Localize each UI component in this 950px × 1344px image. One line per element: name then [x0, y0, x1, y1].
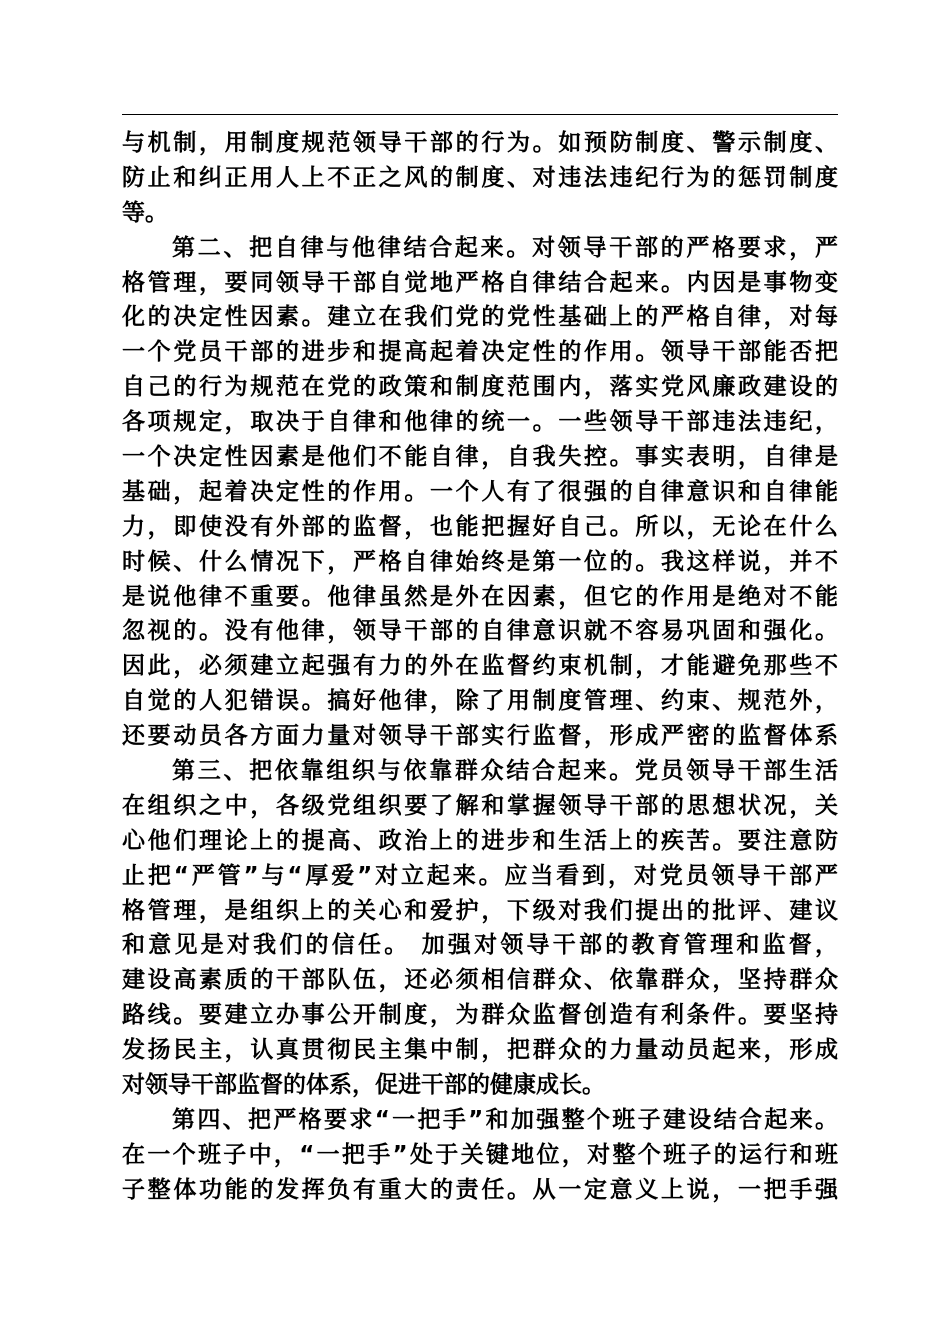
- text-line: 止把“严管”与“厚爱”对立起来。应当看到，对党员领导干部严: [122, 862, 838, 889]
- text-line: 还要动员各方面力量对领导干部实行监督，形成严密的监督体系: [122, 723, 838, 750]
- text-line: 发扬民主，认真贯彻民主集中制，把群众的力量动员起来，形成: [122, 1037, 838, 1064]
- text-line: 对领导干部监督的体系，促进干部的健康成长。: [122, 1072, 605, 1099]
- text-line: 因此，必须建立起强有力的外在监督约束机制，才能避免那些不: [122, 653, 838, 680]
- text-line: 一个党员干部的进步和提高起着决定性的作用。领导干部能否把: [122, 339, 838, 366]
- text-line: 时候、什么情况下，严格自律始终是第一位的。我这样说，并不: [122, 548, 838, 575]
- text-line: 防止和纠正用人上不正之风的制度、对违法违纪行为的惩罚制度: [122, 164, 838, 191]
- text-line: 自己的行为规范在党的政策和制度范围内，落实党风廉政建设的: [122, 374, 838, 401]
- body-text: [122, 126, 838, 1208]
- text-line: 在组织之中，各级党组织要了解和掌握领导干部的思想状况，关: [122, 792, 838, 819]
- text-line: 建设高素质的干部队伍，还必须相信群众、依靠群众，坚持群众: [122, 967, 838, 994]
- text-line: 基础，起着决定性的作用。一个人有了很强的自律意识和自律能: [122, 478, 838, 505]
- text-line: 一个决定性因素是他们不能自律，自我失控。事实表明，自律是: [122, 444, 838, 471]
- text-line: 忽视的。没有他律，领导干部的自律意识就不容易巩固和强化。: [122, 618, 838, 645]
- paragraph-start-line: 第二、把自律与他律结合起来。对领导干部的严格要求，严: [172, 234, 838, 261]
- text-line: 心他们理论上的提高、政治上的进步和生活上的疾苦。要注意防: [122, 827, 838, 854]
- header-rule: [122, 114, 838, 115]
- text-line: 力，即使没有外部的监督，也能把握好自己。所以，无论在什么: [122, 513, 838, 540]
- text-line: 格管理，是组织上的关心和爱护，下级对我们提出的批评、建议: [122, 897, 838, 924]
- text-line: 和意见是对我们的信任。 加强对领导干部的教育管理和监督，: [122, 932, 838, 959]
- text-line: 是说他律不重要。他律虽然是外在因素，但它的作用是绝对不能: [122, 583, 838, 610]
- text-line: 与机制，用制度规范领导干部的行为。如预防制度、警示制度、: [122, 130, 838, 156]
- text-line: 路线。要建立办事公开制度，为群众监督创造有利条件。要坚持: [122, 1002, 838, 1029]
- text-line: 格管理，要同领导干部自觉地严格自律结合起来。内因是事物变: [122, 269, 838, 296]
- text-line: 各项规定，取决于自律和他律的统一。一些领导干部违法违纪，: [122, 409, 838, 436]
- paragraph-start-line: 第三、把依靠组织与依靠群众结合起来。党员领导干部生活: [172, 758, 838, 785]
- text-line: 子整体功能的发挥负有重大的责任。从一定意义上说，一把手强: [122, 1176, 838, 1203]
- text-line: 化的决定性因素。建立在我们党的党性基础上的严格自律，对每: [122, 304, 838, 331]
- paragraph-start-line: 第四、把严格要求“一把手”和加强整个班子建设结合起来。: [172, 1106, 838, 1133]
- text-line: 自觉的人犯错误。搞好他律，除了用制度管理、约束、规范外，: [122, 688, 838, 715]
- text-line: 在一个班子中，“一把手”处于关键地位，对整个班子的运行和班: [122, 1141, 838, 1168]
- text-line: 等。: [122, 199, 168, 226]
